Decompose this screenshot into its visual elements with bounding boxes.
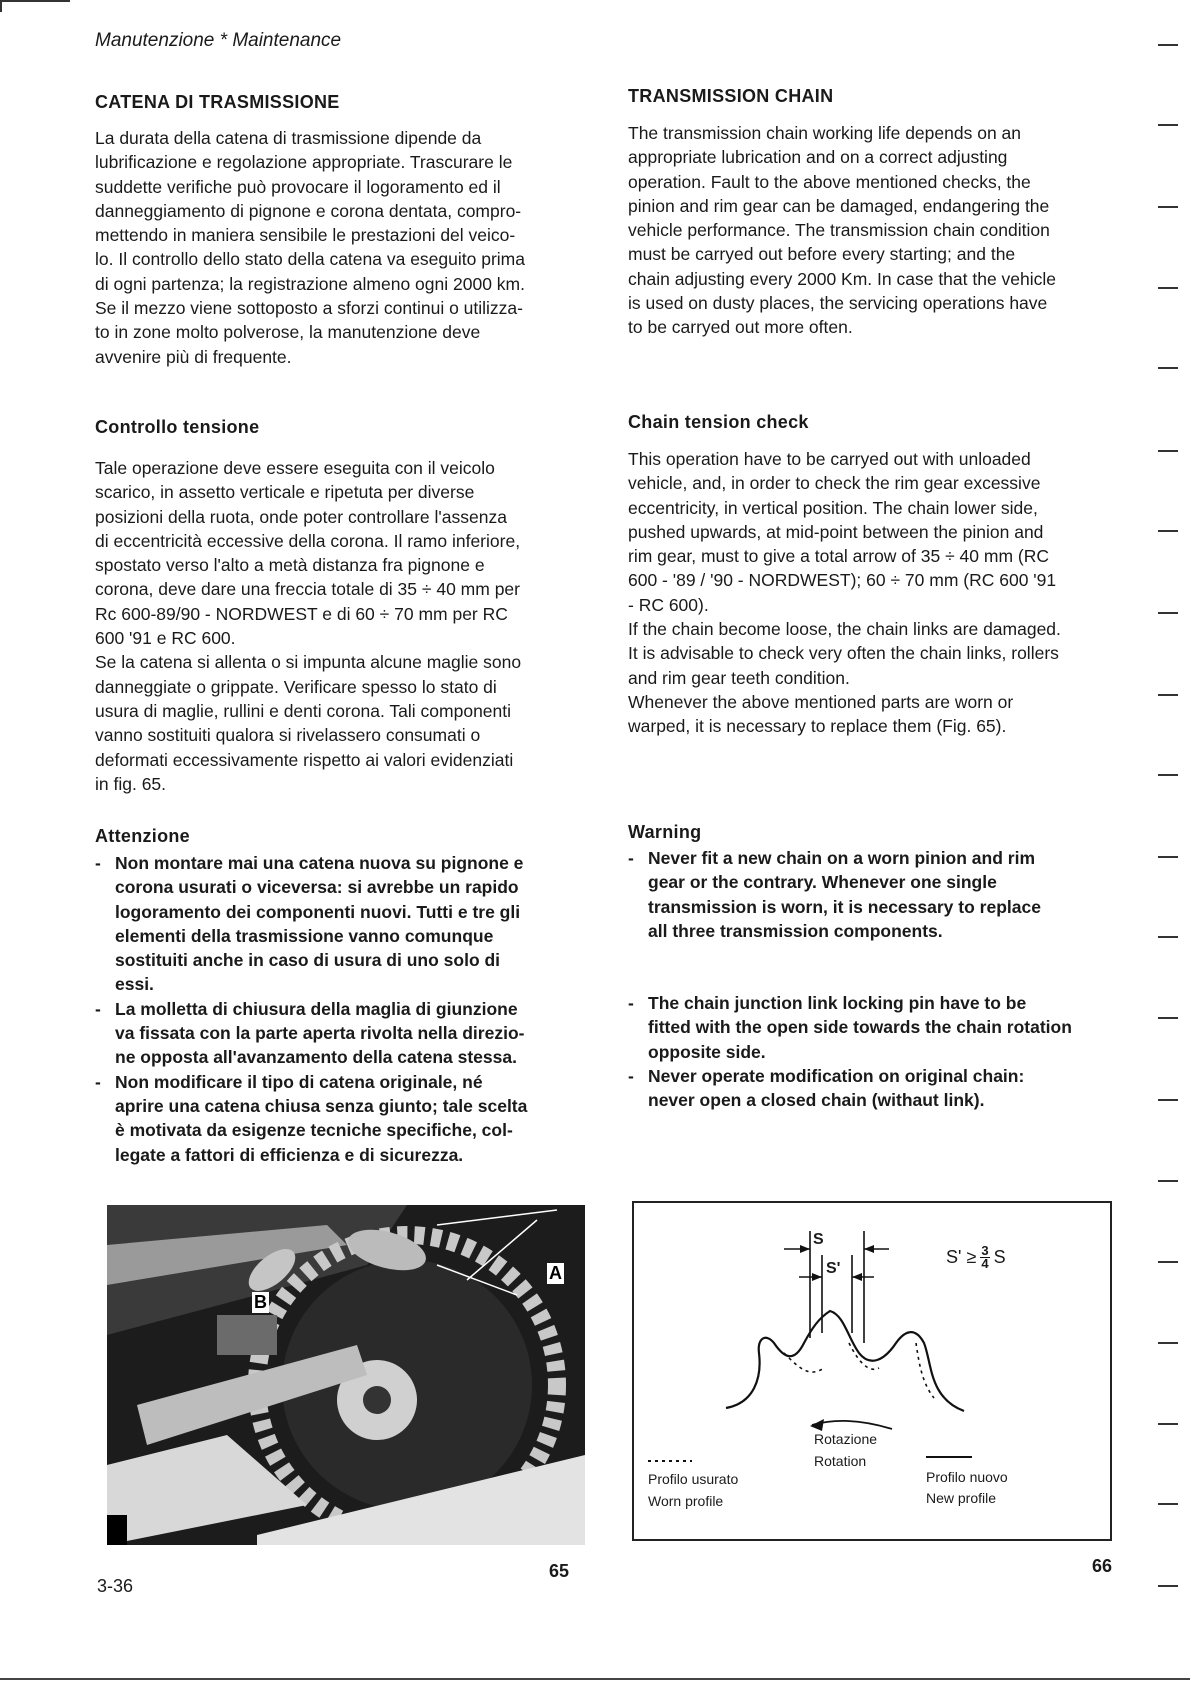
margin-mark xyxy=(1158,694,1178,696)
text-line: pinion and rim gear can be damaged, endangering the xyxy=(628,195,1050,216)
text-line: 600 - '89 / '90 - NORDWEST); 60 ÷ 70 mm (RC 600 '91 xyxy=(628,570,1057,591)
text-line: suddette verifiche può provocare il logoramento ed il xyxy=(95,176,501,197)
wear-formula xyxy=(946,1245,1006,1270)
bullet-dash: - xyxy=(628,1066,634,1087)
bullet-line: never open a closed chain (withaut link). xyxy=(648,1090,985,1111)
paragraph-controllo xyxy=(95,456,570,796)
bullet-dash: - xyxy=(95,998,101,1019)
bullet-line: opposite side. xyxy=(648,1041,766,1062)
paragraph-transmission xyxy=(628,121,1105,340)
margin-mark xyxy=(1158,1503,1178,1505)
figure-label-b: B xyxy=(254,1292,267,1312)
margin-mark xyxy=(1158,1180,1178,1182)
bullet-line: Never fit a new chain on a worn pinion and rim xyxy=(648,848,1035,868)
text-line: usura di maglie, rullini e denti corona. Tali componenti xyxy=(95,700,512,721)
formula-lhs: S' ≥ xyxy=(946,1247,977,1267)
new-profile-label-it: Profilo nuovo xyxy=(926,1469,1008,1485)
margin-mark xyxy=(1158,936,1178,938)
bullet-line: corona usurati o viceversa: si avrebbe un rapido xyxy=(115,877,519,898)
text-line: vehicle performance. The transmission chain condition xyxy=(628,220,1050,241)
margin-mark xyxy=(1158,287,1178,289)
warning-bullet xyxy=(628,991,1105,1064)
warning-list-it xyxy=(95,851,570,1167)
warning-title-it: Attenzione xyxy=(95,826,190,846)
text-line: warped, it is necessary to replace them (Fig. 65). xyxy=(628,716,1007,737)
figure-66-diagram xyxy=(632,1201,1112,1541)
margin-mark xyxy=(1158,450,1178,452)
text-line: scarico, in assetto verticale e ripetuta per diverse xyxy=(95,482,475,503)
text-line: lo. Il controllo dello stato della catena va eseguito prima xyxy=(95,249,525,270)
text-line: is used on dusty places, the servicing operations have xyxy=(628,293,1048,314)
bullet-line: fitted with the open side towards the chain rotation xyxy=(648,1017,1072,1038)
margin-mark xyxy=(1158,1017,1178,1019)
formula-denominator: 4 xyxy=(981,1256,989,1271)
text-line: corona, deve dare una freccia totale di 35 ÷ 40 mm per xyxy=(95,579,520,600)
text-line: La durata della catena di trasmissione dipende da xyxy=(95,128,482,148)
text-line: Se la catena si allenta o si impunta alcune maglie sono xyxy=(95,652,522,673)
section-title-controllo: Controllo tensione xyxy=(95,417,260,437)
bottom-rule xyxy=(0,1678,1190,1680)
paragraph-tension xyxy=(628,447,1105,739)
text-line: mettendo in maniera sensibile le prestazioni del veico- xyxy=(95,225,516,246)
text-line: Rc 600-89/90 - NORDWEST e di 60 ÷ 70 mm per RC xyxy=(95,603,508,624)
bullet-line: sostituiti anche in caso di usura di uno solo di xyxy=(115,950,501,971)
formula-fraction xyxy=(980,1245,989,1270)
section-title-tension: Chain tension check xyxy=(628,412,809,432)
bullet-line: The chain junction link locking pin have to be xyxy=(648,993,1027,1014)
figure-65-photo xyxy=(107,1205,585,1545)
bullet-dash: - xyxy=(628,848,634,868)
text-line: posizioni della ruota, onde poter controllare l'assenza xyxy=(95,506,507,527)
margin-mark xyxy=(1158,44,1178,46)
warning-title-en: Warning xyxy=(628,822,702,842)
dimension-label-s-prime: S' xyxy=(826,1260,841,1277)
text-line: pushed upwards, at mid-point between the pinion and xyxy=(628,521,1044,542)
formula-rhs: S xyxy=(993,1247,1006,1267)
bullet-dash: - xyxy=(628,993,634,1014)
chain-photo-illustration xyxy=(107,1205,585,1545)
paragraph-catena xyxy=(95,126,570,369)
bullet-dash: - xyxy=(95,1071,101,1092)
page-header: Manutenzione * Maintenance xyxy=(95,30,342,51)
warning-list-en xyxy=(628,846,1105,1113)
margin-mark xyxy=(1158,774,1178,776)
text-line: Se il mezzo viene sottoposto a sforzi continui o utilizza- xyxy=(95,298,523,319)
bullet-line: transmission is worn, it is necessary to replace xyxy=(648,896,1041,917)
bullet-dash: - xyxy=(95,853,101,873)
text-line: 600 '91 e RC 600. xyxy=(95,628,236,649)
text-line: appropriate lubrication and on a correct adjusting xyxy=(628,147,1008,168)
text-line: deformati eccessivamente rispetto ai valori evidenziati xyxy=(95,749,514,770)
margin-mark xyxy=(1158,856,1178,858)
text-line: to in zone molto polverose, la manutenzione deve xyxy=(95,322,481,343)
margin-mark xyxy=(1158,1261,1178,1263)
bullet-line: ne opposta all'avanzamento della catena stessa. xyxy=(115,1047,517,1068)
worn-profile-label-it: Profilo usurato xyxy=(648,1471,739,1487)
figure-number-65: 65 xyxy=(549,1561,570,1581)
text-line: danneggiate o grippate. Verificare spesso lo stato di xyxy=(95,676,497,697)
text-line: in fig. 65. xyxy=(95,773,167,794)
text-line: avvenire più di frequente. xyxy=(95,346,292,367)
text-line: di eccentricità eccessive della corona. Il ramo inferiore, xyxy=(95,530,521,551)
bullet-line: va fissata con la parte aperta rivolta nella direzio- xyxy=(115,1023,525,1044)
margin-mark xyxy=(1158,612,1178,614)
warning-bullet xyxy=(628,1064,1105,1113)
text-line: This operation have to be carryed out with unloaded xyxy=(628,449,1031,469)
margin-mark xyxy=(1158,1342,1178,1344)
warning-bullet xyxy=(628,846,1105,943)
text-line: Tale operazione deve essere eseguita con il veicolo xyxy=(95,458,495,478)
bullet-line: elementi della trasmissione vanno comunque xyxy=(115,925,494,946)
bullet-line: Non montare mai una catena nuova su pignone e xyxy=(115,853,524,873)
figure-label-a: A xyxy=(549,1263,562,1283)
text-line: rim gear, must to give a total arrow of 35 ÷ 40 mm (RC xyxy=(628,546,1049,567)
text-line: must be carryed out before every starting; and the xyxy=(628,244,1016,265)
dimension-label-s: S xyxy=(813,1231,824,1248)
section-title-transmission: TRANSMISSION CHAIN xyxy=(628,86,834,106)
margin-mark xyxy=(1158,124,1178,126)
bullet-line: gear or the contrary. Whenever one single xyxy=(648,872,997,893)
new-profile-label-en: New profile xyxy=(926,1490,997,1506)
text-line: operation. Fault to the above mentioned checks, the xyxy=(628,171,1031,192)
rotation-label-it: Rotazione xyxy=(814,1431,878,1447)
margin-mark xyxy=(1158,1099,1178,1101)
text-line: vanno sostituiti qualora si rivelassero consumati o xyxy=(95,725,481,746)
text-line: vehicle, and, in order to check the rim gear excessive xyxy=(628,473,1041,494)
page-number: 3-36 xyxy=(97,1576,134,1596)
bullet-line: La molletta di chiusura della maglia di giunzione xyxy=(115,998,518,1019)
text-line: to be carryed out more often. xyxy=(628,317,853,338)
margin-mark xyxy=(1158,1585,1178,1587)
margin-mark xyxy=(1158,367,1178,369)
bullet-line: all three transmission components. xyxy=(648,920,943,941)
figure-number-66: 66 xyxy=(1092,1556,1113,1576)
bullet-line: legate a fattori di efficienza e di sicurezza. xyxy=(115,1144,464,1165)
text-line: It is advisable to check very often the chain links, rollers xyxy=(628,643,1059,664)
margin-mark xyxy=(1158,206,1178,208)
text-line: danneggiamento di pignone e corona dentata, compro- xyxy=(95,200,522,221)
bullet-line: logoramento dei componenti nuovi. Tutti e tre gli xyxy=(115,901,521,922)
rotation-label-en: Rotation xyxy=(814,1453,867,1469)
text-line: - RC 600). xyxy=(628,594,709,615)
corner-mark-v xyxy=(0,0,2,12)
bullet-line: essi. xyxy=(115,974,154,995)
text-line: The transmission chain working life depends on an xyxy=(628,123,1021,143)
warning-bullet xyxy=(95,851,570,997)
bullet-line: aprire una catena chiusa senza giunto; tale scelta xyxy=(115,1095,528,1116)
warning-bullet xyxy=(95,997,570,1070)
text-line: If the chain become loose, the chain links are damaged. xyxy=(628,619,1061,640)
worn-profile-label-en: Worn profile xyxy=(648,1493,724,1509)
bullet-line: Never operate modification on original chain: xyxy=(648,1066,1025,1087)
warning-bullet xyxy=(95,1070,570,1167)
text-line: eccentricity, in vertical position. The chain lower side, xyxy=(628,497,1038,518)
text-line: di ogni partenza; la registrazione almeno ogni 2000 km. xyxy=(95,273,525,294)
margin-mark xyxy=(1158,1423,1178,1425)
section-title-catena: CATENA DI TRASMISSIONE xyxy=(95,92,340,112)
bullet-line: Non modificare il tipo di catena originale, né xyxy=(115,1071,483,1092)
text-line: Whenever the above mentioned parts are worn or xyxy=(628,691,1014,712)
text-line: spostato verso l'alto a metà distanza fra pignone e xyxy=(95,555,485,576)
bullet-line: è motivata da esigenze tecniche specifiche, col- xyxy=(115,1120,513,1141)
formula-numerator: 3 xyxy=(981,1243,989,1258)
tooth-profile-drawing xyxy=(634,1203,1110,1539)
text-line: lubrificazione e regolazione appropriate. Trascurare le xyxy=(95,152,513,173)
margin-mark xyxy=(1158,530,1178,532)
text-line: chain adjusting every 2000 Km. In case that the vehicle xyxy=(628,268,1057,289)
text-line: and rim gear teeth condition. xyxy=(628,667,850,688)
corner-mark xyxy=(0,0,70,2)
